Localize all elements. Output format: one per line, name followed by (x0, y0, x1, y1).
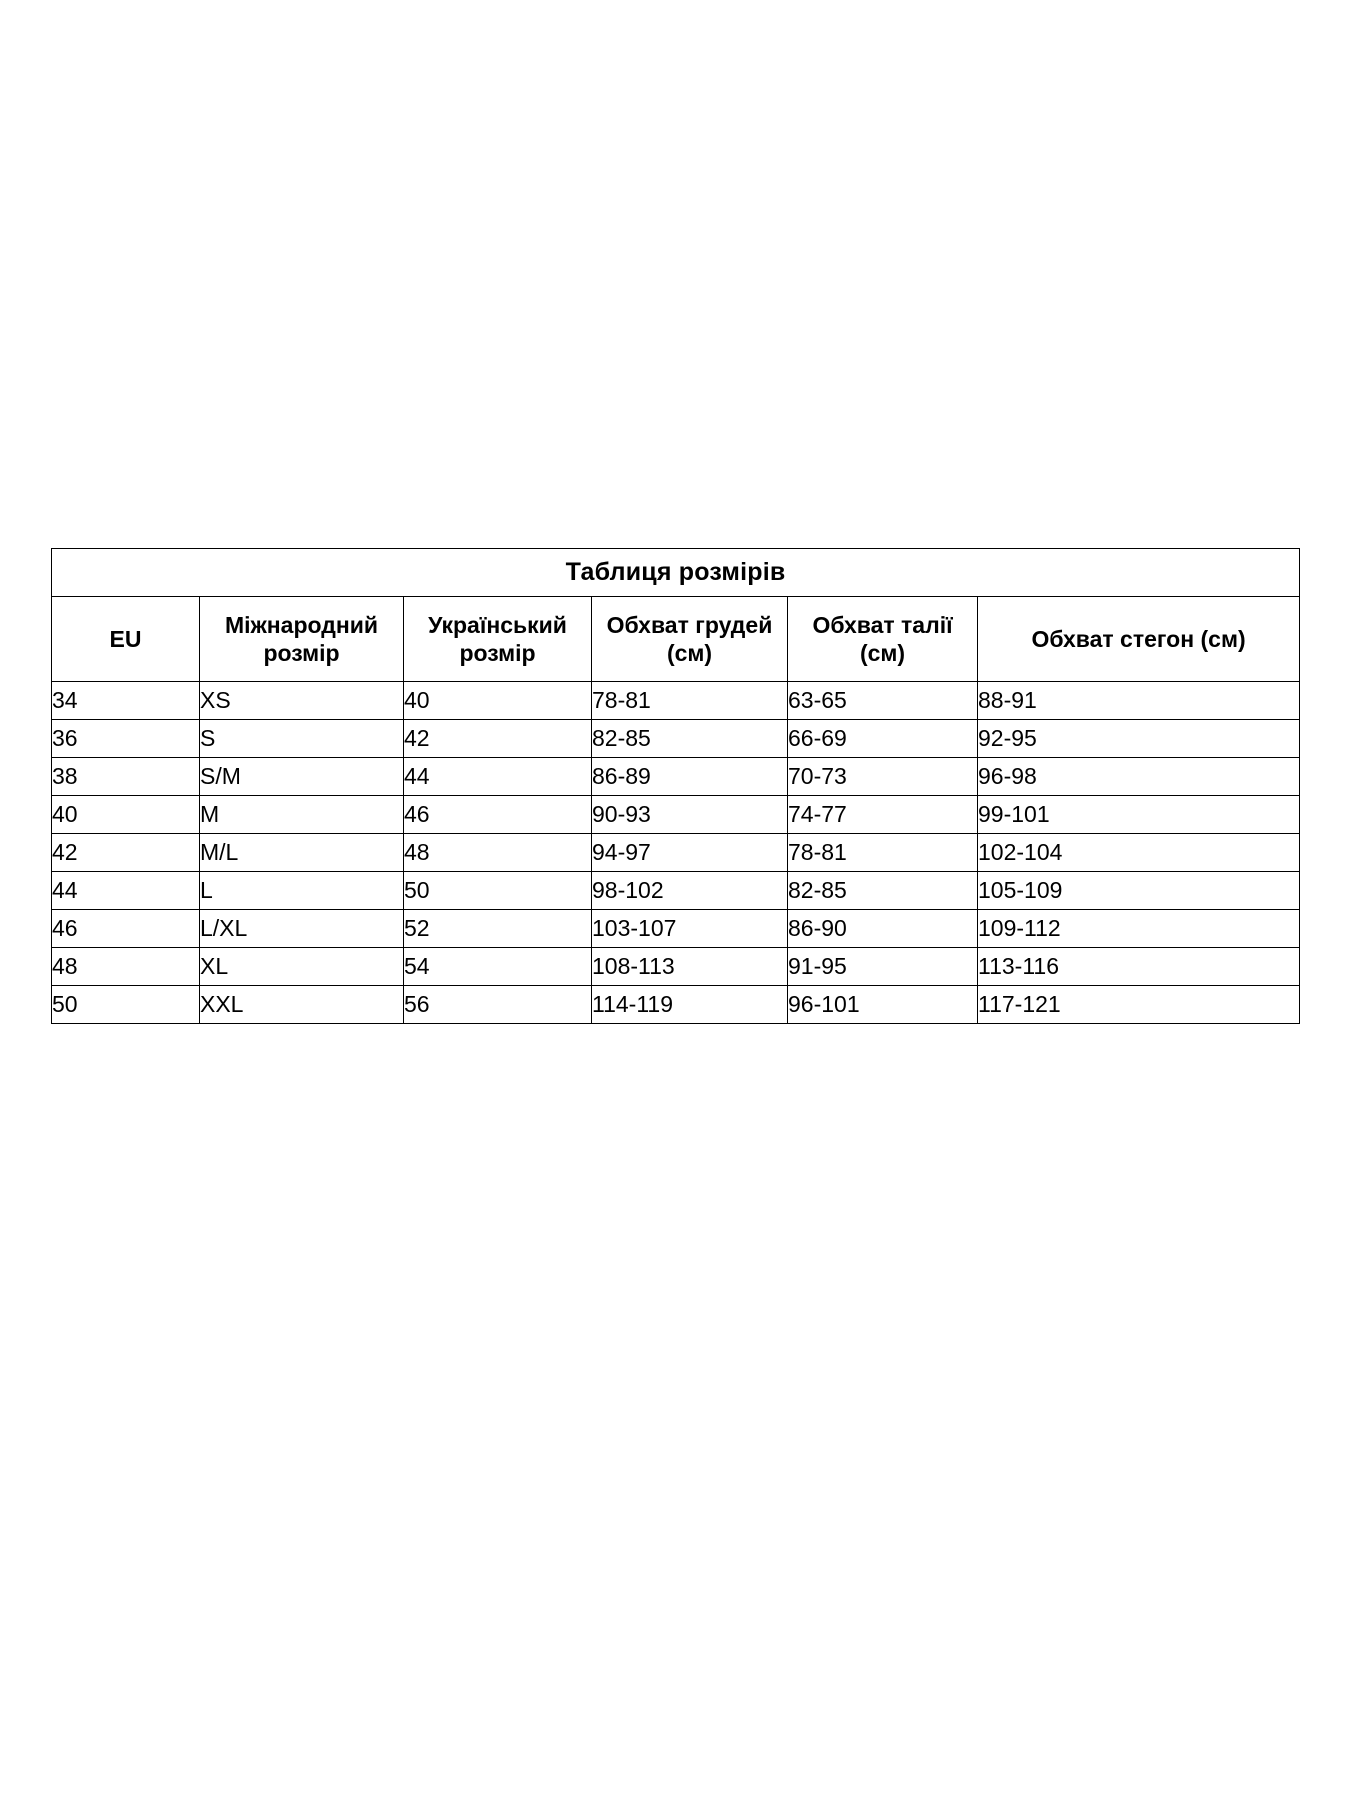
table-row (52, 834, 1300, 872)
cell-hips: 105-109 (978, 872, 1300, 910)
cell-ukrainian-size: 48 (404, 834, 592, 872)
cell-hips: 117-121 (978, 986, 1300, 1024)
column-header-chest: Обхват грудей (см) (592, 597, 788, 682)
cell-eu: 38 (52, 758, 200, 796)
table-row (52, 948, 1300, 986)
table-row (52, 796, 1300, 834)
table-row (52, 872, 1300, 910)
cell-chest: 94-97 (592, 834, 788, 872)
cell-hips: 92-95 (978, 720, 1300, 758)
column-header-hips: Обхват стегон (см) (978, 597, 1300, 682)
cell-waist: 63-65 (788, 682, 978, 720)
cell-hips: 102-104 (978, 834, 1300, 872)
table-title-row (52, 549, 1300, 597)
cell-eu: 44 (52, 872, 200, 910)
cell-hips: 96-98 (978, 758, 1300, 796)
cell-international-size: XXL (200, 986, 404, 1024)
cell-ukrainian-size: 42 (404, 720, 592, 758)
cell-hips: 109-112 (978, 910, 1300, 948)
cell-ukrainian-size: 46 (404, 796, 592, 834)
cell-chest: 114-119 (592, 986, 788, 1024)
table-row (52, 910, 1300, 948)
cell-chest: 86-89 (592, 758, 788, 796)
cell-hips: 113-116 (978, 948, 1300, 986)
cell-waist: 96-101 (788, 986, 978, 1024)
column-header-eu: EU (52, 597, 200, 682)
cell-waist: 82-85 (788, 872, 978, 910)
cell-waist: 74-77 (788, 796, 978, 834)
page-title: Таблиця розмірів (52, 549, 1300, 597)
column-header-international-size: Міжнародний розмір (200, 597, 404, 682)
column-header-ukrainian-size: Український розмір (404, 597, 592, 682)
cell-eu: 42 (52, 834, 200, 872)
cell-chest: 98-102 (592, 872, 788, 910)
cell-waist: 70-73 (788, 758, 978, 796)
size-chart-table (51, 548, 1300, 1024)
cell-waist: 86-90 (788, 910, 978, 948)
cell-ukrainian-size: 44 (404, 758, 592, 796)
cell-international-size: M (200, 796, 404, 834)
table-row (52, 986, 1300, 1024)
table-row (52, 682, 1300, 720)
table-header-row (52, 597, 1300, 682)
cell-ukrainian-size: 54 (404, 948, 592, 986)
table-row (52, 758, 1300, 796)
cell-eu: 48 (52, 948, 200, 986)
cell-waist: 91-95 (788, 948, 978, 986)
cell-international-size: XL (200, 948, 404, 986)
size-chart-container (51, 548, 1299, 1024)
cell-hips: 88-91 (978, 682, 1300, 720)
cell-hips: 99-101 (978, 796, 1300, 834)
cell-ukrainian-size: 52 (404, 910, 592, 948)
cell-ukrainian-size: 56 (404, 986, 592, 1024)
table-row (52, 720, 1300, 758)
cell-chest: 82-85 (592, 720, 788, 758)
cell-eu: 50 (52, 986, 200, 1024)
cell-chest: 103-107 (592, 910, 788, 948)
cell-international-size: L (200, 872, 404, 910)
cell-chest: 78-81 (592, 682, 788, 720)
cell-ukrainian-size: 50 (404, 872, 592, 910)
cell-international-size: L/XL (200, 910, 404, 948)
cell-international-size: M/L (200, 834, 404, 872)
cell-eu: 40 (52, 796, 200, 834)
cell-eu: 36 (52, 720, 200, 758)
cell-eu: 34 (52, 682, 200, 720)
cell-international-size: S (200, 720, 404, 758)
cell-international-size: S/M (200, 758, 404, 796)
cell-ukrainian-size: 40 (404, 682, 592, 720)
cell-waist: 78-81 (788, 834, 978, 872)
cell-waist: 66-69 (788, 720, 978, 758)
cell-chest: 90-93 (592, 796, 788, 834)
cell-international-size: XS (200, 682, 404, 720)
cell-eu: 46 (52, 910, 200, 948)
column-header-waist: Обхват талії (см) (788, 597, 978, 682)
cell-chest: 108-113 (592, 948, 788, 986)
